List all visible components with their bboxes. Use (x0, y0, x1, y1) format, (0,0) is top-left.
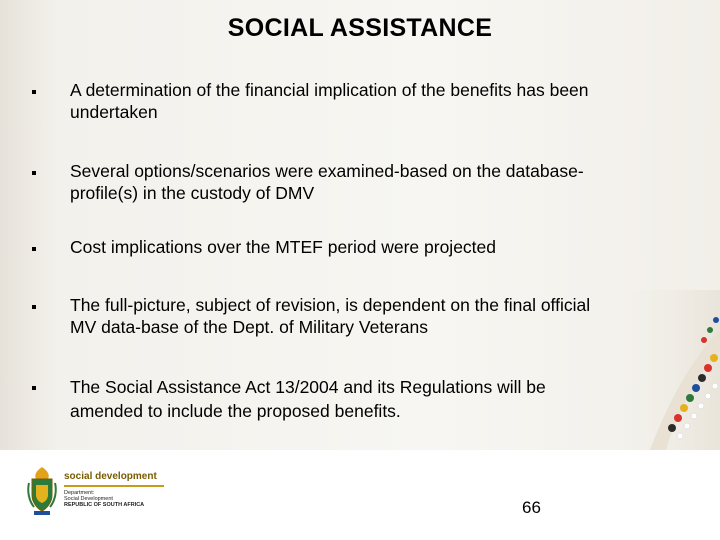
country-name: REPUBLIC OF SOUTH AFRICA (64, 502, 145, 508)
bullet-marker (32, 247, 36, 251)
bullet-line: A determination of the financial implication of the benefits has been (70, 80, 589, 100)
bullet-line: amended to include the proposed benefits. (70, 401, 401, 421)
slide-title: SOCIAL ASSISTANCE (227, 14, 493, 42)
bullet-text (70, 294, 670, 338)
bullet-line: profile(s) in the custody of DMV (70, 183, 315, 203)
bullet-marker (32, 305, 36, 309)
bullet-text (70, 79, 670, 123)
bullet-line: MV data-base of the Dept. of Military Veterans (70, 317, 428, 337)
bullet-marker (32, 171, 36, 175)
page-number: 66 (522, 498, 541, 517)
brand-name: social development (64, 471, 157, 482)
department-name: Social Development (64, 496, 113, 502)
bullet-text (70, 160, 670, 204)
bullet-line: Several options/scenarios were examined-based on the database- (70, 161, 584, 181)
bullet-line: undertaken (70, 102, 158, 122)
department-label: Department: (64, 490, 95, 496)
bullet-text (70, 236, 670, 258)
bullet-text (70, 375, 670, 423)
coat-of-arms-icon (26, 465, 58, 517)
brand-divider (64, 485, 164, 487)
department-logo (26, 463, 166, 523)
bullet-line: The Social Assistance Act 13/2004 and its Regulations will be (70, 377, 546, 397)
bullet-line: Cost implications over the MTEF period were projected (70, 237, 497, 257)
bullet-marker (32, 90, 36, 94)
bullet-line: The full-picture, subject of revision, is dependent on the final official (70, 295, 591, 315)
bullet-marker (32, 386, 36, 390)
